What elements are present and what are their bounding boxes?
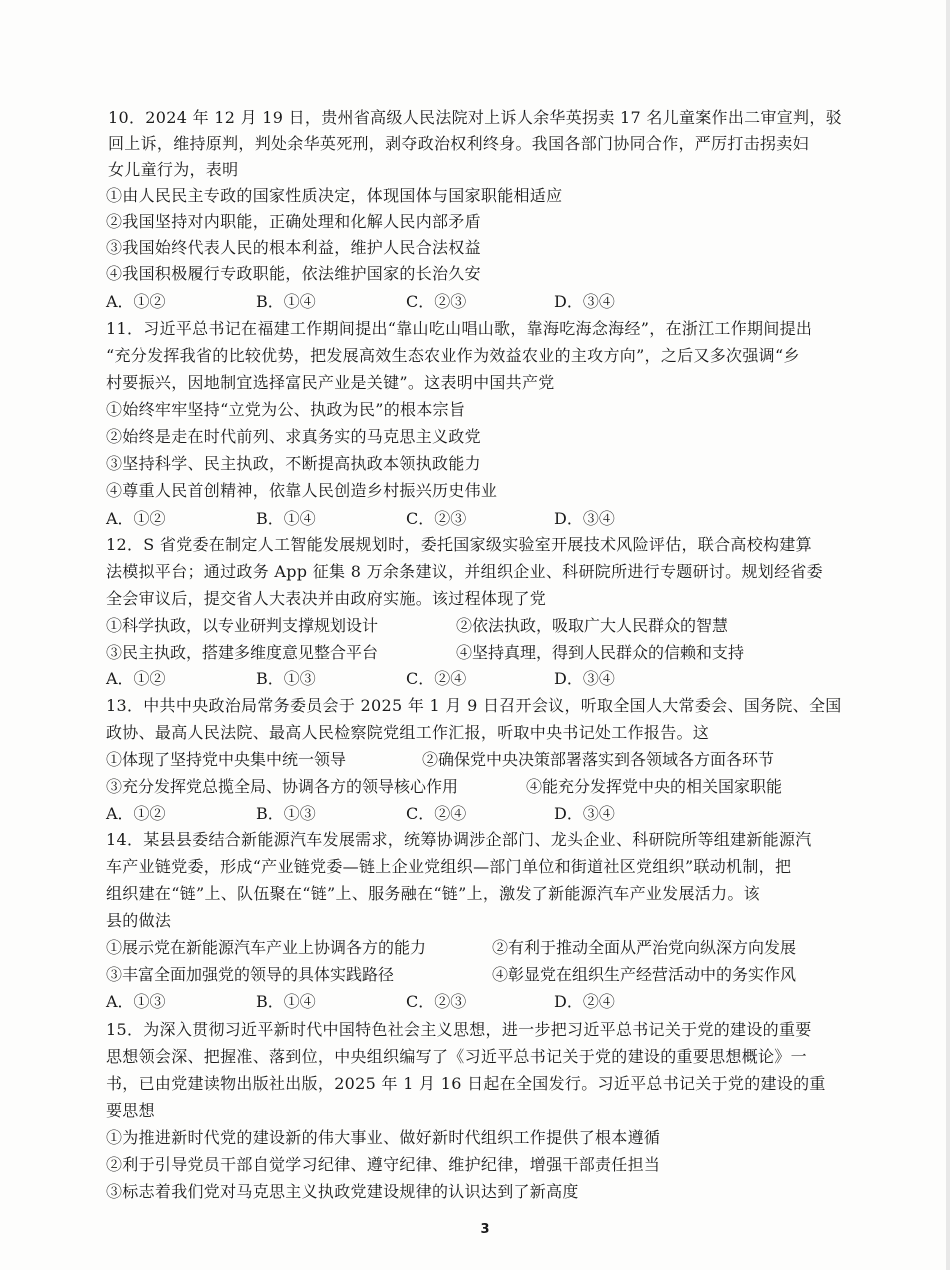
q14-option-a: A．①③ [106, 992, 166, 1011]
q15-item-3: ③标志着我们党对马克思主义执政党建设规律的认识达到了新高度 [106, 1182, 579, 1201]
q12-item-2: ②依法执政，吸取广大人民群众的智慧 [456, 616, 729, 635]
q15-item-2: ②利于引导党员干部自觉学习纪律、遵守纪律、维护纪律，增强干部责任担当 [106, 1155, 661, 1174]
q14-stem-line-4: 县的做法 [106, 911, 172, 930]
q13-options [106, 802, 706, 826]
q14-option-c: C．②③ [406, 992, 467, 1011]
q11-item-4: ④尊重人民首创精神，依靠人民创造乡村振兴历史伟业 [106, 481, 498, 500]
q14-options [106, 990, 706, 1014]
q15-item-1: ①为推进新时代党的建设新的伟大事业、做好新时代组织工作提供了根本遵循 [106, 1128, 661, 1147]
q11-stem-line-3: 村要振兴，因地制宜选择富民产业是关键”。这表明中国共产党 [106, 373, 555, 392]
q14-item-1: ①展示党在新能源汽车产业上协调各方的能力 [106, 938, 427, 957]
q12-option-b: B．①③ [256, 669, 316, 688]
q10-stem-line-2: 回上诉，维持原判，判处余华英死刑，剥夺政治权利终身。我国各部门协同合作，严厉打击拐卖妇 [108, 134, 809, 153]
page-number: 3 [480, 1222, 490, 1237]
q10-option-a: A．①② [106, 292, 166, 311]
q13-stem-line-2: 政协、最高人民法院、最高人民检察院党组工作汇报，听取中央书记处工作报告。这 [106, 723, 710, 742]
q11-option-b: B．①④ [256, 509, 316, 528]
q12-option-d: D．③④ [554, 669, 615, 688]
q13-stem-line-1: 13．中共中央政治局常务委员会于 2025 年 1 月 9 日召开会议，听取全国人大常委会、国务院、全国 [106, 696, 842, 715]
q14-item-2: ②有利于推动全面从严治党向纵深方向发展 [492, 938, 797, 957]
q15-stem-line-2: 思想领会深、把握准、落到位，中央组织编写了《习近平总书记关于党的建设的重要思想概论》一 [106, 1047, 807, 1066]
q15-stem-line-4: 要思想 [106, 1101, 155, 1120]
q12-option-a: A．①② [106, 669, 166, 688]
q11-option-a: A．①② [106, 509, 166, 528]
q10-option-c: C．②③ [406, 292, 467, 311]
q10-item-1: ①由人民民主专政的国家性质决定，体现国体与国家职能相适应 [106, 186, 563, 205]
q11-item-3: ③坚持科学、民主执政，不断提高执政本领执政能力 [106, 454, 481, 473]
q14-option-b: B．①④ [256, 992, 316, 1011]
q10-item-3: ③我国始终代表人民的根本利益，维护人民合法权益 [106, 238, 481, 257]
q12-item-4: ④坚持真理，得到人民群众的信赖和支持 [456, 643, 745, 662]
q14-item-3: ③丰富全面加强党的领导的具体实践路径 [106, 965, 395, 984]
q11-options [106, 507, 706, 531]
q12-stem-line-2: 法模拟平台；通过政务 App 征集 8 万余条建议，并组织企业、科研院所进行专题研讨。规划经省委 [106, 562, 823, 581]
scan-edge [946, 0, 950, 1270]
q13-item-2: ②确保党中央决策部署落实到各领域各方面各环节 [422, 750, 775, 769]
q13-item-3: ③充分发挥党总揽全局、协调各方的领导核心作用 [106, 777, 459, 796]
q13-option-d: D．③④ [554, 804, 615, 823]
q12-options [106, 667, 706, 691]
q13-item-1: ①体现了坚持党中央集中统一领导 [106, 750, 347, 769]
q11-option-c: C．②③ [406, 509, 467, 528]
q12-item-1: ①科学执政，以专业研判支撑规划设计 [106, 616, 379, 635]
q10-item-2: ②我国坚持对内职能，正确处理和化解人民内部矛盾 [106, 212, 481, 231]
q13-option-b: B．①③ [256, 804, 316, 823]
q14-stem-line-3: 组织建在“链”上、队伍聚在“链”上、服务融在“链”上，激发了新能源汽车产业发展活力。该 [106, 884, 760, 903]
q10-item-4: ④我国积极履行专政职能，依法维护国家的长治久安 [106, 264, 481, 283]
q14-item-4: ④彰显党在组织生产经营活动中的务实作风 [492, 965, 797, 984]
q11-stem-line-1: 11．习近平总书记在福建工作期间提出“靠山吃山唱山歌，靠海吃海念海经”，在浙江工作期间提出 [106, 319, 813, 338]
q10-option-d: D．③④ [554, 292, 615, 311]
q14-option-d: D．②④ [554, 992, 615, 1011]
q14-stem-line-1: 14．某县县委结合新能源汽车发展需求，统筹协调涉企部门、龙头企业、科研院所等组建新能源汽 [106, 830, 812, 849]
q12-stem-line-3: 全会审议后，提交省人大表决并由政府实施。该过程体现了党 [106, 589, 547, 608]
q11-item-1: ①始终牢牢坚持“立党为公、执政为民”的根本宗旨 [106, 400, 466, 419]
q11-item-2: ②始终是走在时代前列、求真务实的马克思主义政党 [106, 427, 481, 446]
q13-option-c: C．②④ [406, 804, 467, 823]
q12-option-c: C．②④ [406, 669, 467, 688]
q15-stem-line-3: 书，已由党建读物出版社出版，2025 年 1 月 16 日起在全国发行。习近平总书记关于党的建设的重 [106, 1074, 826, 1093]
q11-stem-line-2: “充分发挥我省的比较优势，把发展高效生态农业作为效益农业的主攻方向”，之后又多次强调“乡 [106, 346, 800, 365]
q13-item-4: ④能充分发挥党中央的相关国家职能 [526, 777, 783, 796]
q11-option-d: D．③④ [554, 509, 615, 528]
q12-stem-line-1: 12．S 省党委在制定人工智能发展规划时，委托国家级实验室开展技术风险评估，联合高校构建算 [106, 535, 812, 554]
q10-stem-line-1: 10．2024 年 12 月 19 日，贵州省高级人民法院对上诉人余华英拐卖 17 名儿童案作出二审宣判，驳 [108, 108, 842, 127]
q10-option-b: B．①④ [256, 292, 316, 311]
q10-stem-line-3: 女儿童行为，表明 [108, 160, 239, 179]
q12-item-3: ③民主执政，搭建多维度意见整合平台 [106, 643, 379, 662]
q15-stem-line-1: 15．为深入贯彻习近平新时代中国特色社会主义思想，进一步把习近平总书记关于党的建设的重要 [106, 1020, 812, 1039]
q14-stem-line-2: 车产业链党委，形成“产业链党委—链上企业党组织—部门单位和街道社区党组织”联动机制，把 [106, 857, 792, 876]
q13-option-a: A．①② [106, 804, 166, 823]
q10-options [106, 290, 706, 314]
